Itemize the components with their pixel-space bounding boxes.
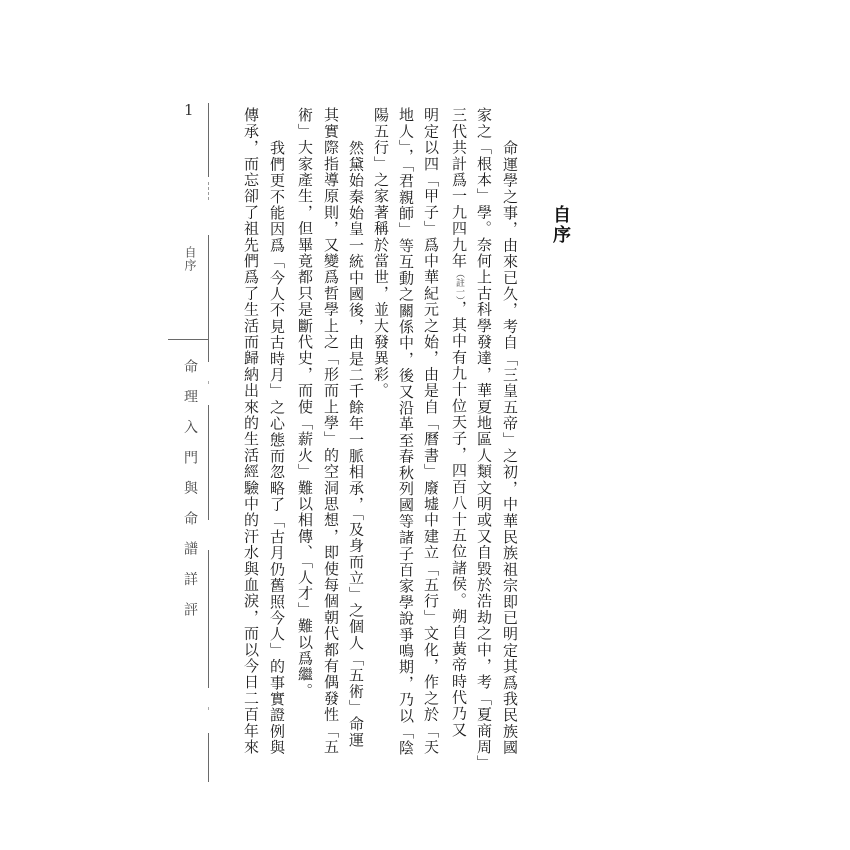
- text-line: 其實際指導原則，又變爲哲學上之「形而上學」的空洞思想，即使每個朝代都有偶發性「五: [322, 107, 340, 755]
- text-line: 然黛始秦始皇一統中國後，由是二千餘年一脈相承，「及身而立」之個人「五術」命運: [347, 140, 365, 749]
- text-line: 術」大家產生，但畢竟都只是斷代史，而使「薪火」難以相傳、「人才」難以爲繼。: [296, 107, 314, 699]
- text-line-part: 三代共計爲一九四九年: [450, 107, 468, 269]
- margin-rule-dot: [208, 381, 209, 384]
- section-divider-rule: [168, 339, 209, 340]
- margin-rule-segment: [208, 550, 209, 688]
- text-line: [451, 107, 467, 738]
- text-line: 家之「根本」學。奈何上古科學發達，華夏地區人類文明或又自毀於浩劫之中，考「夏商周」: [475, 107, 493, 772]
- margin-rule-segment: [208, 182, 210, 200]
- footnote-reference: （註一）: [454, 269, 464, 301]
- margin-rule-segment: [208, 103, 209, 177]
- text-line: 傳承，而忘卻了祖先們爲了生活而歸納出來的生活經驗中的汗水與血淚，而以今日二百年來: [242, 107, 260, 755]
- text-line: 命運學之事，由來已久，考自「三皇五帝」之初，中華民族祖宗即已明定其爲我民族國: [501, 140, 519, 756]
- text-line: 陽五行」之家著稱於當世，並大發異彩。: [372, 107, 390, 399]
- text-line: 地人」，「君親師」等互動之關係中，後又沿革至春秋列國等諸子百家學說爭鳴期，乃以「陰: [397, 107, 415, 757]
- chapter-heading: 自序: [550, 205, 571, 245]
- text-line-part: ，其中有九十位天子，四百八十五位諸侯。朔自黃帝時代乃又: [450, 300, 468, 738]
- page-number: 1: [184, 101, 194, 119]
- margin-rule-dot: [208, 707, 209, 710]
- text-line: 我們更不能因爲「今人不見古時月」之心態而忽略了「古月仍舊照今人」的事實證例與: [268, 140, 286, 756]
- text-line: 明定以四「甲子」爲中華紀元之始，由是自「曆書」廢墟中建立「五行」文化，作之於「天: [422, 107, 440, 755]
- margin-rule-segment: [208, 235, 209, 362]
- margin-rule-segment: [208, 733, 209, 782]
- running-section-title: 自序: [183, 246, 197, 272]
- running-book-title: 命理入門與命譜詳評: [182, 359, 198, 633]
- margin-rule-segment: [208, 405, 209, 520]
